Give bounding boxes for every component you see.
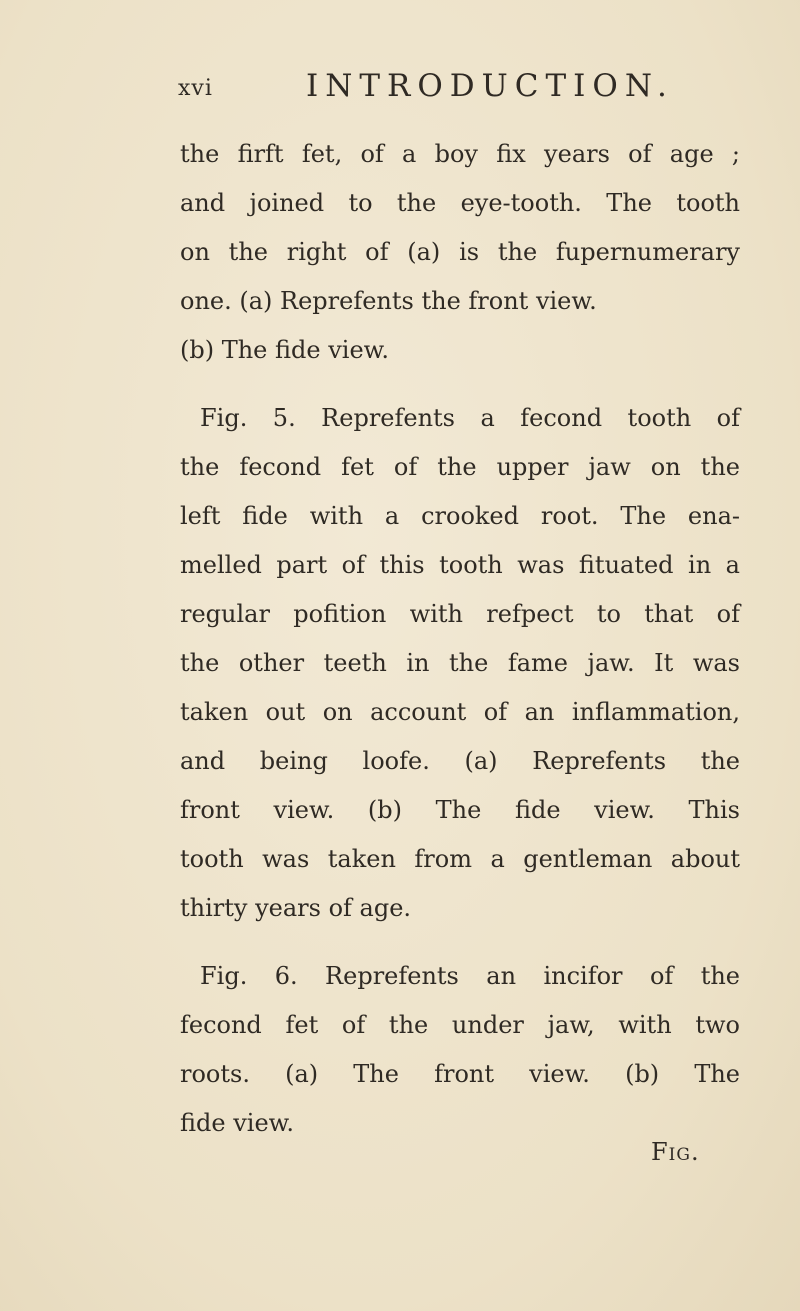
text-line: front view. (b) The fide view. This: [180, 796, 740, 824]
text-line: taken out on account of an inflammation,: [180, 698, 740, 726]
text-line: the firft fet, of a boy fix years of age ;: [180, 140, 740, 168]
text-line: regular pofition with refpect to that of: [180, 600, 740, 628]
paragraph-fig-6: [180, 952, 740, 1148]
text-line: and being loofe. (a) Reprefents the: [180, 747, 740, 775]
text-line: fecond fet of the under jaw, with two: [180, 1011, 740, 1039]
catchword: Fig.: [651, 1138, 700, 1166]
paragraph-fig-5: [180, 394, 740, 933]
body-text: [180, 130, 740, 1148]
text-line: tooth was taken from a gentleman about: [180, 845, 740, 873]
text-line: left fide with a crooked root. The ena-: [180, 502, 740, 530]
text-line: on the right of (a) is the fupernumerary: [180, 238, 740, 266]
text-line: the other teeth in the fame jaw. It was: [180, 649, 740, 677]
text-line: melled part of this tooth was fituated in a: [180, 551, 740, 579]
text-line: Fig. 6. Reprefents an incifor of the: [200, 962, 740, 990]
text-line: roots. (a) The front view. (b) The: [180, 1060, 740, 1088]
running-head: INTRODUCTION.: [306, 68, 674, 104]
text-line: (b) The fide view.: [180, 336, 389, 364]
text-line: Fig. 5. Reprefents a fecond tooth of: [200, 404, 740, 432]
page-header: [178, 68, 698, 108]
page-number: xvi: [178, 76, 213, 101]
text-line: fide view.: [180, 1109, 294, 1137]
text-line: one. (a) Reprefents the front view.: [180, 287, 597, 315]
text-line: and joined to the eye-tooth. The tooth: [180, 189, 740, 217]
text-line: thirty years of age.: [180, 894, 412, 922]
paragraph-1: [180, 130, 740, 375]
text-line: the fecond fet of the upper jaw on the: [180, 453, 740, 481]
